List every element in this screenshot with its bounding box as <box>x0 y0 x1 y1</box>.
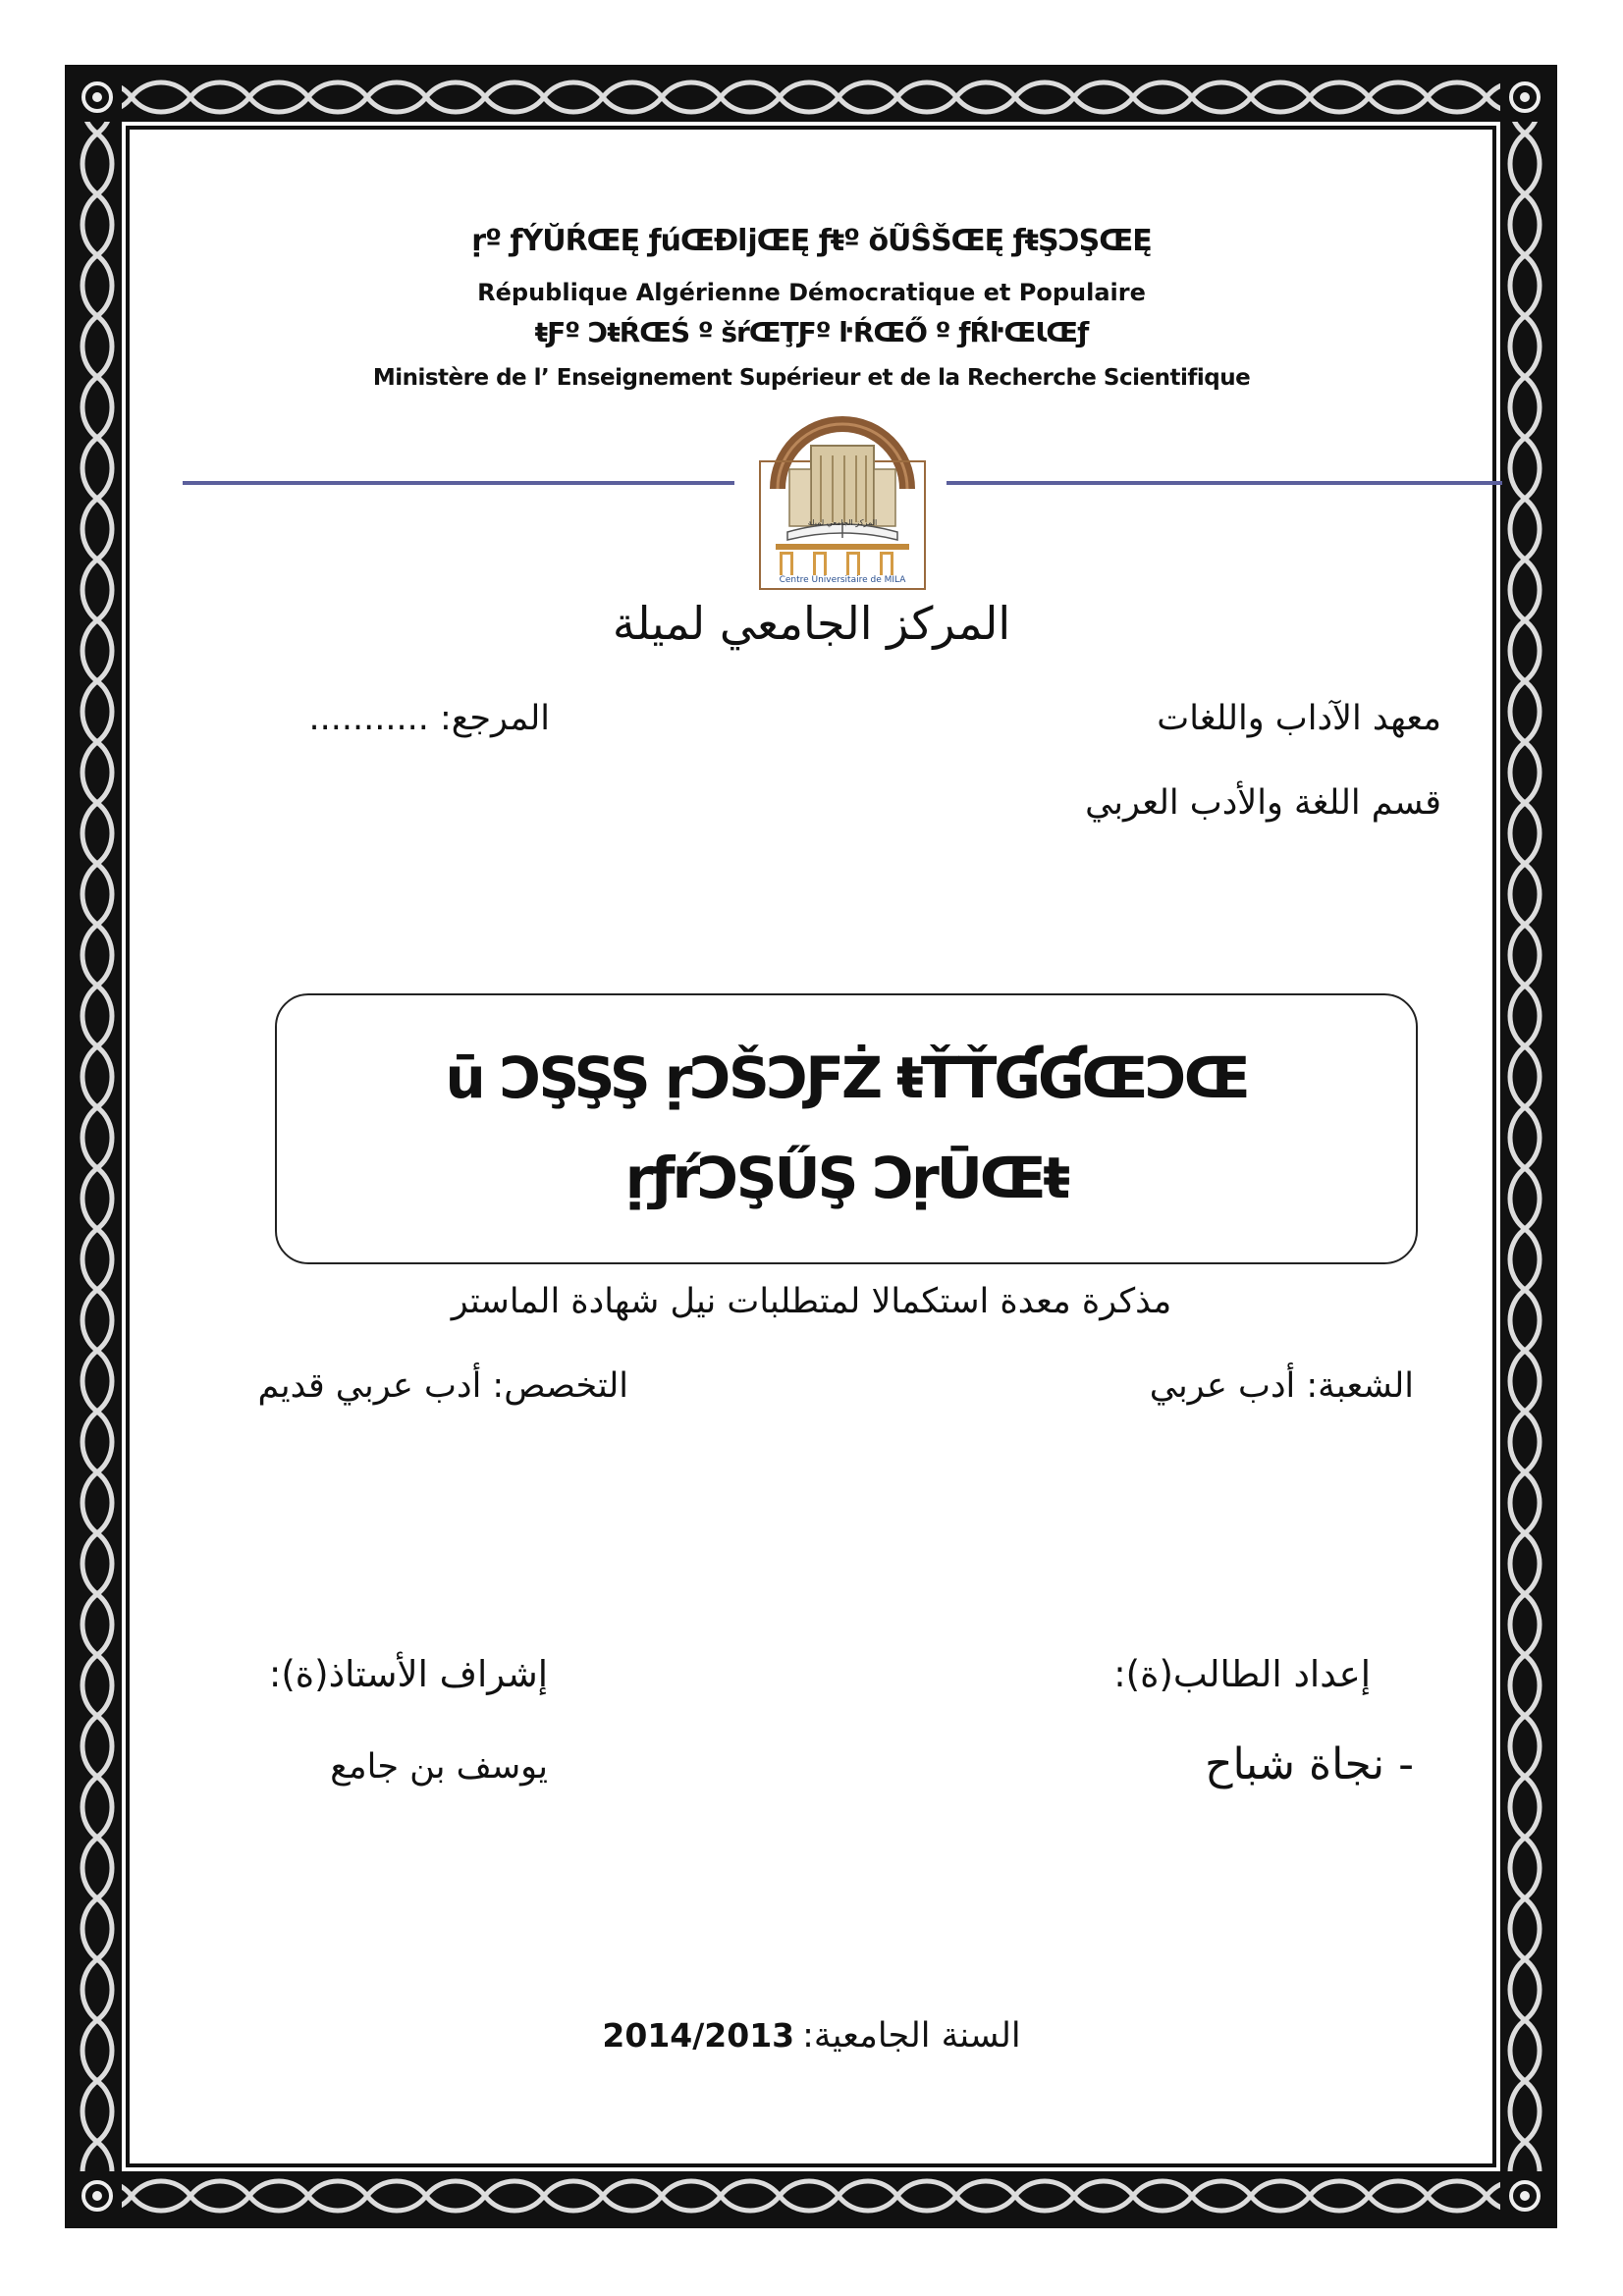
header-rule-left <box>183 481 734 485</box>
header-arabic-republic: ṛº ƒÝŬŔŒĘ ƒúŒĐǉŒĘ ƒŧº ŏŨŜŠŒĘ ƒŧŞƆŞŒĘ <box>471 224 1152 258</box>
supervisor-label: إشراف الأستاذ(ة): <box>268 1653 548 1695</box>
frame-band-top <box>73 73 1549 122</box>
institute-name: معهد الآداب واللغات <box>1157 699 1441 738</box>
corner-ornament-top-right <box>1500 73 1549 122</box>
thesis-title-line-1: ū ƆŞŞŞ ṛƆŠƆƑŻ ŧŤŤƓƓŒƆŒ <box>445 1044 1248 1111</box>
thesis-title-line-2: ṛƒŕƆŞŰŞ ƆṛŪŒŧ <box>624 1145 1068 1211</box>
header-arabic-ministry: ŧƑº ƆŧŔŒŚ º šŕŒŢƑº ŀŔŒŐ º ƒŔŀŒƖŒƒ <box>534 316 1089 348</box>
supervisor-name: يوسف بن جامع <box>330 1747 548 1787</box>
corner-ornament-bottom-left <box>73 2171 122 2220</box>
student-label: إعداد الطالب(ة): <box>1113 1653 1371 1695</box>
branch-label: الشعبة: أدب عربي <box>1149 1366 1414 1406</box>
chain-pattern-right <box>1500 73 1549 2220</box>
logo-arabic-caption: المركز الجامعي لميلة <box>807 518 878 527</box>
department-name: قسم اللغة والأدب العربي <box>1085 783 1441 823</box>
header-ministry-fr: Ministère de l’ Enseignement Supérieur et de la Recherche Scientifique <box>372 365 1251 391</box>
reference-number: المرجع: ........... <box>308 699 550 738</box>
thesis-title-box <box>275 993 1418 1264</box>
university-logo <box>756 400 929 591</box>
academic-year-label: السنة الجامعية: <box>802 2016 1021 2056</box>
academic-year <box>177 2016 1446 2056</box>
university-center-name: المركز الجامعي لميلة <box>612 597 1011 650</box>
academic-year-value: 2014/2013 <box>602 2016 795 2055</box>
corner-ornament-bottom-right <box>1500 2171 1549 2220</box>
frame-band-left <box>73 73 122 2220</box>
student-name: - نجاة شباح <box>1205 1739 1414 1789</box>
chain-pattern-left <box>73 73 122 2220</box>
specialty-label: التخصص: أدب عربي قديم <box>257 1366 628 1406</box>
header-republic-fr: République Algérienne Démocratique et Populaire <box>477 279 1146 306</box>
frame-band-bottom <box>73 2171 1549 2220</box>
chain-pattern-top <box>73 73 1549 122</box>
thesis-subtitle: مذكرة معدة استكمالا لمتطلبات نيل شهادة الماستر <box>451 1282 1172 1321</box>
chain-pattern-bottom <box>73 2171 1549 2220</box>
corner-ornament-top-left <box>73 73 122 122</box>
logo-caption: Centre Universitaire de MILA <box>779 575 906 585</box>
header-rule-right <box>947 481 1502 485</box>
frame-band-right <box>1500 73 1549 2220</box>
